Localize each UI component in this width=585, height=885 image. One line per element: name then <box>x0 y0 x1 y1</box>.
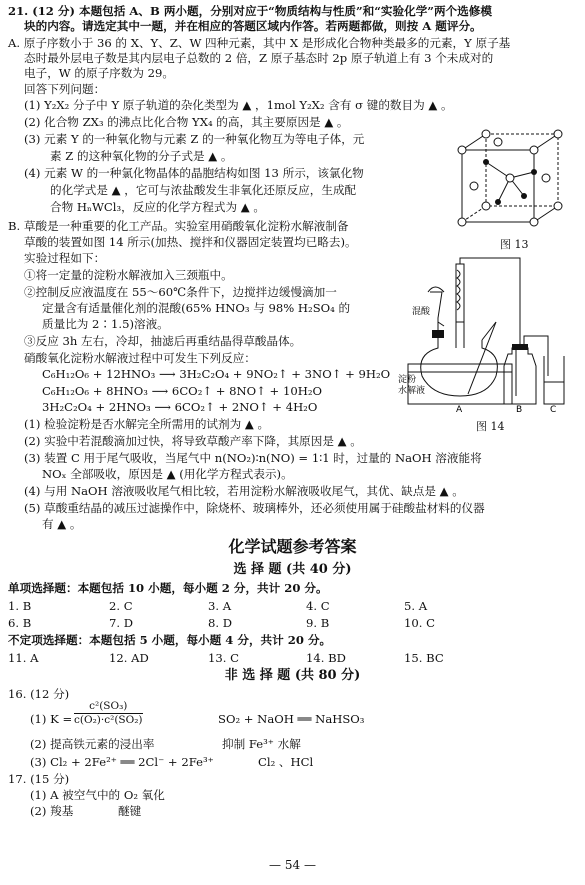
b-intro-2: 草酸的装置如图 14 所示(加热、搅拌和仪器固定装置均已略去)。 <box>24 235 357 249</box>
a-q2: (2) 化合物 ZX₃ 的沸点比化合物 YX₄ 的高，其主要原因是 ▲ 。 <box>24 115 349 129</box>
answer-10: 10. C <box>404 616 435 630</box>
figure-14-caption: 图 14 <box>476 420 505 433</box>
b-step-1: ①将一定量的淀粉水解液加入三颈瓶中。 <box>24 268 233 282</box>
answer-16-2a: (2) 提高铁元素的浸出率 <box>30 737 155 751</box>
answer-6: 6. B <box>8 616 32 630</box>
b-step-2-line3: 质量比为 2∶1.5)溶液。 <box>42 317 169 331</box>
b-q4: (4) 与用 NaOH 溶液吸收尾气相比较，若用淀粉水解液吸收尾气，其优、缺点是 ▲ 。 <box>24 484 464 498</box>
b-q5-line1: (5) 草酸重结晶的减压过滤操作中，除烧杯、玻璃棒外，还必须使用属于硅酸盐材料的仪器 <box>24 501 485 515</box>
a-q4-line3: 合物 HₙWCl₃，反应的化学方程式为 ▲ 。 <box>50 200 265 214</box>
answer-16-3b: Cl₂ 、HCl <box>258 755 314 769</box>
selection-section-title: 选 择 题 (共 40 分) <box>233 562 352 577</box>
equilibrium-constant-fraction <box>74 700 143 727</box>
answer-8: 8. D <box>208 616 233 630</box>
a-q4-line2: 的化学式是 ▲ ，它可与浓盐酸发生非氧化还原反应，生成配 <box>50 183 357 197</box>
a-q4-line1: (4) 元素 W 的一种氯化物晶体的晶胞结构如图 13 所示，该氯化物 <box>24 166 364 180</box>
answers-title: 化学试题参考答案 <box>228 537 357 556</box>
label-starch: 淀粉 <box>398 375 417 385</box>
answer-14: 14. BD <box>306 651 346 665</box>
answer-3: 3. A <box>208 599 232 613</box>
answer-5: 5. A <box>404 599 428 613</box>
b-reaction-1: C₆H₁₂O₆ + 12HNO₃ ⟶ 3H₂C₂O₄ + 9NO₂↑ + 3NO↑ + 9H₂O <box>42 367 391 381</box>
k-denominator: c(O₂)·c²(SO₂) <box>74 714 143 726</box>
a-prompt: 回答下列问题： <box>24 82 106 96</box>
k-label: (1) K = <box>30 712 73 726</box>
b-q1: (1) 检验淀粉是否水解完全所需用的试剂为 ▲ 。 <box>24 417 270 431</box>
answer-17-2a: (2) 羧基 <box>30 804 74 818</box>
label-b: B <box>516 405 523 414</box>
b-q5-line2: 有 ▲ 。 <box>42 517 82 531</box>
answer-2: 2. C <box>109 599 133 613</box>
apparatus-figure <box>398 256 578 414</box>
answer-17-2b: 醚键 <box>118 804 142 818</box>
a-q3-line1: (3) 元素 Y 的一种氧化物与元素 Z 的一种氧化物互为等电子体，元 <box>24 132 365 146</box>
b-intro-3: 实验过程如下： <box>24 251 106 265</box>
answer-12: 12. AD <box>109 651 149 665</box>
a-intro-2: 态时最外层电子数是其内层电子总数的 2 倍，Z 原子基态时 2p 原子轨道上有 3 个未成对的 <box>24 51 494 65</box>
label-hydrolysate: 水解液 <box>398 386 426 396</box>
answer-1: 1. B <box>8 599 32 613</box>
b-q2: (2) 实验中若混酸滴加过快，将导致草酸产率下降，其原因是 ▲ 。 <box>24 434 362 448</box>
answer-13: 13. C <box>208 651 239 665</box>
b-reaction-3: 3H₂C₂O₄ + 2HNO₃ ⟶ 6CO₂↑ + 2NO↑ + 4H₂O <box>42 400 318 414</box>
b-q3-line1: (3) 装置 C 用于尾气吸收，当尾气中 n(NO₂)∶n(NO) = 1∶1 时，过量的 NaOH 溶液能将 <box>24 451 482 465</box>
crystal-cell-figure <box>448 126 576 238</box>
multi-choice-header: 不定项选择题：本题包括 5 小题，每小题 4 分，共计 20 分。 <box>8 633 332 647</box>
answer-17-1: (1) A 被空气中的 O₂ 氧化 <box>30 788 165 802</box>
answer-16-2b: 抑制 Fe³⁺ 水解 <box>222 737 301 751</box>
label-c: C <box>550 405 557 414</box>
answer-4: 4. C <box>306 599 330 613</box>
b-intro-1: B. 草酸是一种重要的化工产品。实验室用硝酸氧化淀粉水解液制备 <box>8 219 349 233</box>
b-reactions-intro: 硝酸氧化淀粉水解液过程中可发生下列反应： <box>24 351 256 365</box>
k-numerator: c²(SO₃) <box>74 700 143 714</box>
a-q1: (1) Y₂X₂ 分子中 Y 原子轨道的杂化类型为 ▲ ，1mol Y₂X₂ 含有 σ 键的数目为 ▲ 。 <box>24 98 453 112</box>
answer-16-1-equation: SO₂ + NaOH ══ NaHSO₃ <box>218 712 365 726</box>
b-step-2-line2: 定量含有适量催化剂的混酸(65% HNO₃ 与 98% H₂SO₄ 的 <box>42 301 351 315</box>
b-q3-line2: NOₓ 全部吸收，原因是 ▲ (用化学方程式表示)。 <box>42 467 293 481</box>
a-intro-1: A. 原子序数小于 36 的 X、Y、Z、W 四种元素，其中 X 是形成化合物种类最多的元素，Y 原子基 <box>8 36 511 50</box>
a-intro-3: 电子，W 的原子序数为 29。 <box>24 66 174 80</box>
q21-header-line2: 块的内容。请选定其中一题，并在相应的答题区域内作答。若两题都做，则按 A 题评分。 <box>24 19 482 33</box>
single-choice-header: 单项选择题：本题包括 10 小题，每小题 2 分，共计 20 分。 <box>8 581 328 595</box>
answer-11: 11. A <box>8 651 39 665</box>
figure-13-caption: 图 13 <box>500 238 529 251</box>
b-step-3: ③反应 3h 左右，冷却，抽滤后再重结晶得草酸晶体。 <box>24 334 302 348</box>
answer-7: 7. D <box>109 616 134 630</box>
non-selection-section-title: 非 选 择 题 (共 80 分) <box>224 668 361 683</box>
label-mixed-acid: 混酸 <box>412 307 431 317</box>
q16-label: 16. (12 分) <box>8 687 70 701</box>
b-reaction-2: C₆H₁₂O₆ + 8HNO₃ ⟶ 6CO₂↑ + 8NO↑ + 10H₂O <box>42 384 322 398</box>
a-q3-line2: 素 Z 的这种氧化物的分子式是 ▲ 。 <box>50 149 233 163</box>
answer-9: 9. B <box>306 616 330 630</box>
answer-16-3a: (3) Cl₂ + 2Fe²⁺ ══ 2Cl⁻ + 2Fe³⁺ <box>30 755 214 769</box>
q21-header: 21. (12 分) 本题包括 A、B 两小题，分别对应于“物质结构与性质”和“实验化学”两个选修模 <box>8 4 492 18</box>
answer-15: 15. BC <box>404 651 444 665</box>
page-number: — 54 — <box>269 858 316 872</box>
q17-label: 17. (15 分) <box>8 772 70 786</box>
label-a: A <box>456 405 463 414</box>
b-step-2-line1: ②控制反应液温度在 55～60℃条件下，边搅拌边缓慢滴加一 <box>24 285 337 299</box>
